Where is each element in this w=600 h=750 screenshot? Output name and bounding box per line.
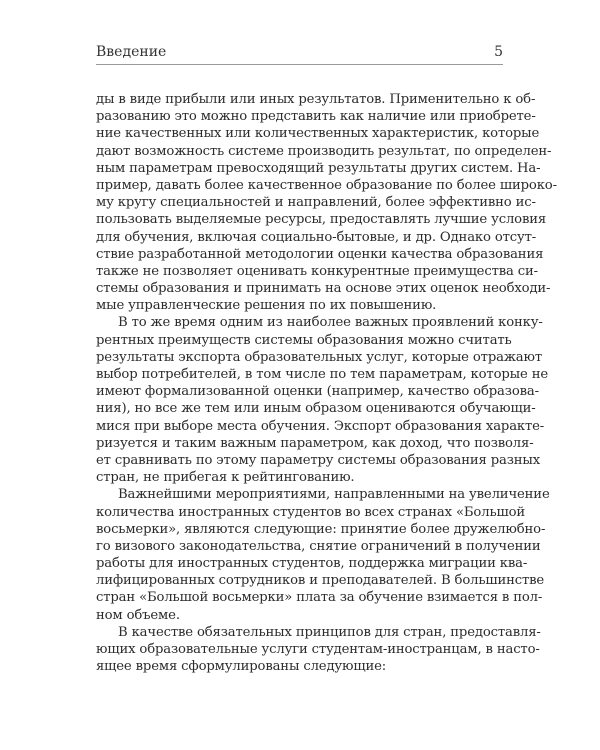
text-line: стран, не прибегая к рейтингованию. [96,470,355,486]
paragraph [96,314,548,486]
text-line: В то же время одним из наиболее важных проявлений конку- [118,315,543,331]
book-page [96,44,557,675]
text-line: ние качественных или количественных характеристик, которые [96,126,540,142]
text-line: В качестве обязательных принципов для стран, предоставля- [118,624,541,640]
text-line: му кругу специальностей и направлений, более эффективно ис- [96,195,536,211]
paragraph [96,91,557,314]
text-line: имеют формализованной оценки (например, качество образова- [96,384,539,400]
chapter-title: Введение [96,44,167,60]
text-line: выбор потребителей, в том числе по тем параметрам, которые не [96,367,548,382]
text-line: восьмерки», являются следующие: принятие более дружелюбно- [96,521,546,537]
text-line: стемы образования и принимать на основе этих оценок необходи- [96,281,551,297]
text-line: ризуется и таким важным параметром, как доход, что позволя- [96,435,534,451]
text-line: ном объеме. [96,607,180,623]
text-line: ящее время сформулированы следующие: [96,659,387,675]
text-line: для обучения, включая социально-бытовые, и др. Однако отсут- [96,229,537,245]
text-line: мися при выборе места обучения. Экспорт образования характе- [96,418,545,434]
text-line: мые управленческие решения по их повышению. [96,298,437,314]
text-line: ствие разработанной методологии оценки качества образования [96,246,544,262]
text-line: работы для иностранных студентов, поддержка миграции ква- [96,556,528,572]
text-line: го визового законодательства, снятие ограничений в получении [96,538,541,554]
page-number: 5 [494,44,503,60]
text-line: стран «Большой восьмерки» плата за обучение взимается в пол- [96,590,543,606]
text-line: рентных преимуществ системы образования можно считать [96,332,512,348]
text-line: лифицированных сотрудников и преподавателей. В большинстве [96,573,545,589]
text-line: также не позволяет оценивать конкурентные преимущества си- [96,263,538,279]
text-line: пользовать выделяемые ресурсы, предоставлять лучшие условия [96,212,547,228]
text-line: пример, давать более качественное образование по более широко- [96,177,557,193]
paragraph [96,624,541,676]
body-text [96,91,557,675]
text-line: ет сравнивать по этому параметру системы образования разных [96,452,541,468]
text-line: ды в виде прибыли или иных результатов. Применительно к об- [96,92,536,107]
running-head [96,44,503,65]
text-line: ющих образовательные услуги студентам-иностранцам, в насто- [96,642,540,657]
text-line: ным параметрам превосходящий результаты других систем. На- [96,160,541,176]
text-line: результаты экспорта образовательных услуг, которые отражают [96,349,542,365]
paragraph [96,486,550,624]
text-line: количества иностранных студентов во всех странах «Большой [96,504,526,520]
text-line: разованию это можно представить как наличие или приобрете- [96,109,536,125]
text-line: дают возможность системе производить результат, по определен- [96,143,552,159]
text-line: ния), но все же тем или иным образом оцениваются обучающи- [96,401,536,417]
text-line: Важнейшими мероприятиями, направленными на увеличение [118,487,550,503]
